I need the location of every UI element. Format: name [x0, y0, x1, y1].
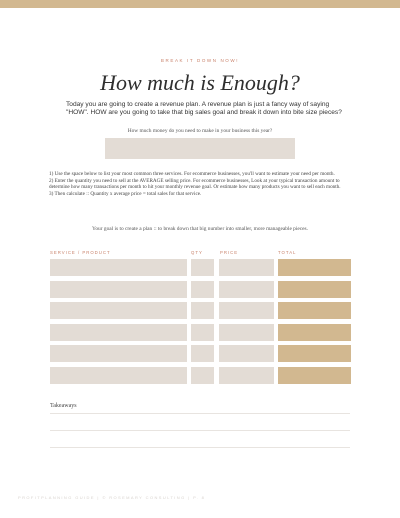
cell-qty[interactable] — [191, 345, 214, 362]
cell-total[interactable] — [278, 302, 351, 319]
cell-service[interactable] — [50, 367, 187, 384]
intro-paragraph: Today you are going to create a revenue plan. A revenue plan is just a fancy way of saying "HOW". HOW are you going to take that big sales goal and break it down into bite size pieces? — [66, 101, 342, 117]
top-accent-bar — [0, 0, 400, 8]
cell-price[interactable] — [219, 281, 274, 298]
cell-total[interactable] — [278, 259, 351, 276]
header-qty: QTY — [191, 250, 203, 255]
instruction-step-3: 3) Then calculate :: Quantity x average price = total sales for that service. — [49, 190, 202, 197]
instructions — [49, 171, 354, 197]
cell-price[interactable] — [219, 259, 274, 276]
cell-service[interactable] — [50, 324, 187, 341]
cell-service[interactable] — [50, 302, 187, 319]
instruction-step-1: 1) Use the space below to list your most common three services. For ecommerce businesses, you'll want to estimate your need per month. — [49, 171, 335, 177]
cell-total[interactable] — [278, 281, 351, 298]
cell-total[interactable] — [278, 367, 351, 384]
cell-qty[interactable] — [191, 324, 214, 341]
cell-total[interactable] — [278, 345, 351, 362]
money-question-label: How much money do you need to make in your business this year? — [127, 128, 273, 134]
money-goal-field[interactable] — [105, 138, 295, 159]
instruction-step-2: 2) Enter the quantity you need to sell at the AVERAGE selling price. For ecommerce businesses, Look at your typical transaction amount to determine how many transactions per month to hit your monthly revenue goal. Or estimate how many products you want to sell each month. — [49, 177, 341, 191]
header-service: SERVICE / PRODUCT — [50, 250, 111, 255]
goal-text: Your goal is to create a plan :: to break down that big number into smaller, more manageable pieces. — [92, 226, 308, 232]
cell-service[interactable] — [50, 281, 187, 298]
page-footer: PROFITPLANNING GUIDE | © ROSEMARY CONSULTING | P. 8 — [18, 495, 206, 500]
section-eyebrow: BREAK IT DOWN NOW! — [160, 58, 240, 63]
cell-qty[interactable] — [191, 281, 214, 298]
cell-price[interactable] — [219, 345, 274, 362]
takeaways-line[interactable] — [50, 447, 350, 448]
header-price: PRICE — [220, 250, 239, 255]
cell-qty[interactable] — [191, 367, 214, 384]
cell-qty[interactable] — [191, 302, 214, 319]
cell-price[interactable] — [219, 302, 274, 319]
page-title: How much is Enough? — [100, 70, 300, 95]
header-total: TOTAL — [278, 250, 297, 255]
takeaways-label: Takeaways — [50, 403, 77, 409]
takeaways-line[interactable] — [50, 413, 350, 414]
cell-qty[interactable] — [191, 259, 214, 276]
cell-price[interactable] — [219, 367, 274, 384]
cell-price[interactable] — [219, 324, 274, 341]
takeaways-line[interactable] — [50, 430, 350, 431]
cell-service[interactable] — [50, 259, 187, 276]
cell-service[interactable] — [50, 345, 187, 362]
cell-total[interactable] — [278, 324, 351, 341]
